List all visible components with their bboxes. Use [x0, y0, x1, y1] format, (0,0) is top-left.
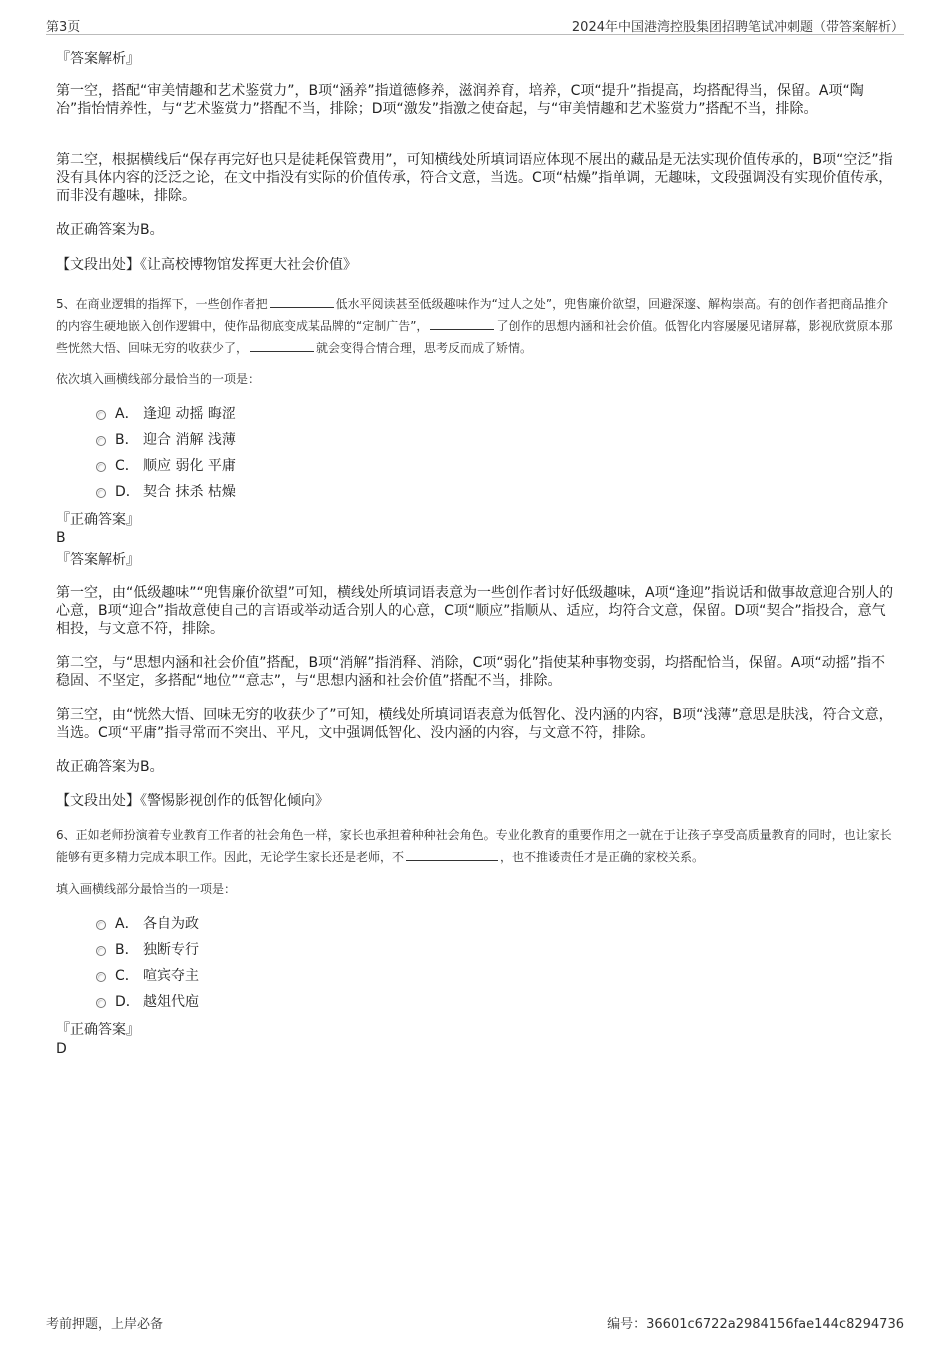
- page-footer: [46, 1313, 904, 1333]
- q5-option-d[interactable]: D． 契合 抹杀 枯燥: [96, 482, 236, 502]
- q4-source: 【文段出处】《让高校博物馆发挥更大社会价值》: [56, 257, 357, 273]
- q5-stem: 5、在商业逻辑的指挥下，一些创作者把 低水平阅读甚至低级趣味作为“过人之处”，兜售廉价欲望，回避深邃、解构崇高。有的创作者把商品推介的内容生硬地嵌入创作逻辑中，使作品彻底变成某品牌的“定制广告”， 了创作的思想内涵和社会价值。低智化内容屡屡见诸屏幕，影视欣赏原本那些恍然大悟、回味无穷的收获少了， 就会变得合情合理，思考反而成了矫情。: [56, 293, 896, 359]
- q4-analysis-p2: 第二空，根据横线后“保存再完好也只是徒耗保管费用”，可知横线处所填词语应体现不展出的藏品是无法实现价值传承的，B项“空泛”指没有具体内容的泛泛之论，在文中指没有实际的价值传承，符合文意，当选。C项“枯燥”指单调，无趣味，文段强调没有实现价值传承，而非没有趣味，排除。: [56, 152, 893, 204]
- blank-1: [270, 294, 334, 308]
- q5-analysis-heading: 『答案解析』: [56, 552, 140, 568]
- page-header: [46, 14, 904, 35]
- radio-icon[interactable]: [96, 998, 106, 1008]
- blank-1: [406, 847, 498, 861]
- radio-icon[interactable]: [96, 410, 106, 420]
- radio-icon[interactable]: [96, 488, 106, 498]
- page-number: 第3页: [46, 20, 81, 35]
- q4-analysis-p1: 第一空，搭配“审美情趣和艺术鉴赏力”，B项“涵养”指道德修养，滋润养育，培养，C项“提升”指提高，均搭配得当，保留。A项“陶冶”指怡情养性，与“艺术鉴赏力”搭配不当，排除；D项“激发”指激之使奋起，与“审美情趣和艺术鉴赏力”搭配不当，排除。: [56, 83, 864, 117]
- footer-slogan: 考前押题，上岸必备: [46, 1317, 164, 1332]
- q5-option-c[interactable]: C． 顺应 弱化 平庸: [96, 456, 236, 476]
- q6-answer-heading: 『正确答案』: [56, 1022, 140, 1038]
- q5-analysis-p3: 第三空，由“恍然大悟、回味无穷的收获少了”可知，横线处所填词语表意为低智化、没内涵的内容，B项“浅薄”意思是肤浅，符合文意，当选。C项“平庸”指寻常而不突出、平凡，文中强调低智化、没内涵的内容，与文意不符，排除。: [56, 707, 893, 741]
- q5-analysis-p1: 第一空，由“低级趣味”“兜售廉价欲望”可知，横线处所填词语表意为一些创作者讨好低级趣味，A项“逢迎”指说话和做事故意迎合别人的心意，B项“迎合”指故意使自己的言语或举动适合别人的心意，C项“顺应”指顺从、适应，均符合文意，保留。D项“契合”指投合，意气相投，与文意不符，排除。: [56, 585, 894, 637]
- q5-option-b[interactable]: B． 迎合 消解 浅薄: [96, 430, 236, 450]
- q6-option-a[interactable]: A． 各自为政: [96, 914, 199, 934]
- q6-option-b[interactable]: B． 独断专行: [96, 940, 199, 960]
- q5-answer: B: [56, 530, 66, 546]
- document-title: 2024年中国港湾控股集团招聘笔试冲刺题（带答案解析）: [571, 20, 904, 35]
- q4-conclusion: 故正确答案为B。: [56, 222, 164, 238]
- radio-icon[interactable]: [96, 972, 106, 982]
- q6-stem: 6、正如老师扮演着专业教育工作者的社会角色一样，家长也承担着种种社会角色。专业化教育的重要作用之一就在于让孩子享受高质量教育的同时，也让家长能够有更多精力完成本职工作。因此，无论学生家长还是老师，不 ，也不推诿责任才是正确的家校关系。: [56, 828, 892, 864]
- radio-icon[interactable]: [96, 462, 106, 472]
- radio-icon[interactable]: [96, 920, 106, 930]
- blank-2: [430, 316, 494, 330]
- document-code: 编号：36601c6722a2984156fae144c8294736: [607, 1317, 904, 1332]
- blank-3: [250, 338, 314, 352]
- radio-icon[interactable]: [96, 946, 106, 956]
- q6-prompt: 填入画横线部分最恰当的一项是：: [56, 882, 237, 896]
- q6-option-c[interactable]: C． 喧宾夺主: [96, 966, 199, 986]
- q5-option-a[interactable]: A． 逢迎 动摇 晦涩: [96, 404, 236, 424]
- q5-conclusion: 故正确答案为B。: [56, 759, 164, 775]
- q5-analysis-p2: 第二空，与“思想内涵和社会价值”搭配，B项“消解”指消释、消除，C项“弱化”指使某种事物变弱，均搭配恰当，保留。A项“动摇”指不稳固、不坚定，多搭配“地位”“意志”，与“思想内涵和社会价值”搭配不当，排除。: [56, 655, 885, 689]
- q5-source: 【文段出处】《警惕影视创作的低智化倾向》: [56, 793, 329, 809]
- q6-option-d[interactable]: D． 越俎代庖: [96, 992, 199, 1012]
- q4-analysis-heading: 『答案解析』: [56, 51, 140, 67]
- radio-icon[interactable]: [96, 436, 106, 446]
- q5-answer-heading: 『正确答案』: [56, 512, 140, 528]
- q5-prompt: 依次填入画横线部分最恰当的一项是：: [56, 372, 261, 386]
- q6-answer: D: [56, 1041, 67, 1057]
